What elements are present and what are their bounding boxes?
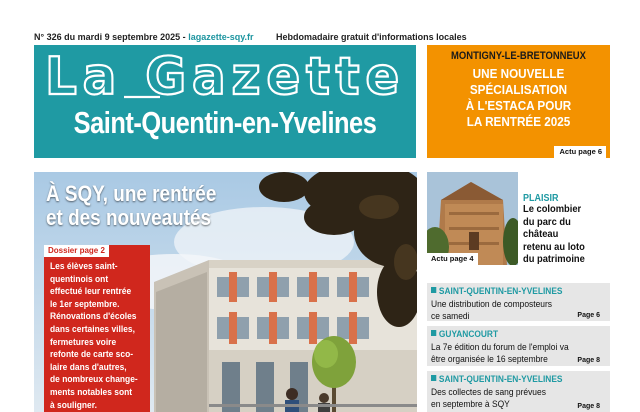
logo-text: La Gazette [45, 47, 405, 105]
dossier-line: laire dans d'autres, [50, 361, 127, 373]
promo-headline-line: LA RENTRÉE 2025 [466, 114, 571, 129]
brief-item[interactable] [427, 283, 610, 321]
brief-headline [431, 341, 584, 364]
brief-page-ref: Page 8 [577, 403, 600, 410]
issue-date: du mardi 9 septembre 2025 - [61, 32, 189, 42]
promo-headline-line: À L'ESTACA POUR [465, 98, 572, 113]
brief-item[interactable] [427, 371, 610, 412]
brief-headline-line: La 7e édition du forum de l'emploi va [431, 341, 569, 352]
brief-headline-line: en septembre à SQY [431, 397, 510, 409]
brief-headline [431, 298, 565, 321]
plaisir-page-ref: Actu page 4 [427, 253, 478, 265]
brief-headline-line: Une distribution de composteurs [431, 298, 553, 309]
brief-headline-line: ce samedi [431, 309, 470, 321]
plaisir-headline-line: du patrimoine [523, 254, 585, 265]
main-story-title [46, 182, 346, 230]
tagline: Hebdomadaire gratuit d'informations locales [276, 32, 467, 42]
dossier-line: Les élèves saint- [50, 261, 118, 272]
plaisir-photo[interactable] [427, 172, 518, 265]
main-title-line: et des nouveautés [46, 205, 212, 230]
promo-box[interactable] [427, 45, 610, 158]
plaisir-story[interactable] [523, 193, 623, 267]
brief-page-ref: Page 8 [577, 357, 600, 364]
dossier-line: quentinois ont [50, 273, 109, 285]
plaisir-headline [523, 204, 623, 267]
brief-place: SAINT-QUENTIN-EN-YVELINES [431, 374, 562, 385]
dossier-line: Rénovations d'écoles [50, 311, 137, 323]
plaisir-kicker: PLAISIR [523, 193, 559, 204]
brief-headline-line: Des collectes de sang prévues [431, 386, 546, 397]
main-story[interactable] [34, 172, 417, 412]
plaisir-headline-line: du parc du [523, 216, 571, 228]
plaisir-headline-line: retenu au loto [523, 241, 585, 253]
plaisir-headline-line: château [523, 229, 559, 240]
promo-kicker: MONTIGNY-LE-BRETONNEUX [451, 50, 586, 62]
dossier-line: fermetures voire [50, 336, 117, 348]
brief-place: GUYANCOURT [431, 329, 498, 340]
issue-number: N° 326 [34, 32, 62, 42]
dossier-line: effectué leur rentrée [50, 286, 132, 298]
dossier-line: refonte de carte sco- [50, 349, 134, 361]
dossier-line: à souligner. [50, 399, 97, 411]
website-link[interactable]: lagazette-sqy.fr [188, 32, 254, 42]
gazette-logo [40, 47, 410, 105]
colombier-photo [427, 172, 518, 265]
promo-headline-line: UNE NOUVELLE [472, 66, 565, 81]
dossier-tag: Dossier page 2 [44, 245, 109, 257]
dossier-line: dans certaines villes, [50, 323, 135, 335]
dossier-body [50, 261, 148, 412]
promo-page-ref: Actu page 6 [554, 146, 606, 158]
dossier-box [44, 245, 150, 412]
promo-headline-line: SPÉCIALISATION [469, 82, 568, 97]
issue-info [34, 32, 254, 42]
brief-item[interactable] [427, 326, 610, 366]
masthead [34, 45, 416, 158]
brief-headline [431, 386, 559, 409]
dossier-line: ments notables sont [50, 386, 133, 398]
dossier-line: de nombreux change- [50, 374, 138, 386]
brief-page-ref: Page 6 [577, 312, 600, 319]
brief-place: SAINT-QUENTIN-EN-YVELINES [431, 286, 562, 297]
dossier-line: le 1er septembre. [50, 298, 120, 310]
brief-headline-line: être organisée le 16 septembre [431, 352, 548, 364]
promo-headline [427, 66, 610, 130]
masthead-city: Saint-Quentin-en-Yvelines [73, 105, 377, 140]
main-title-line: À SQY, une rentrée [46, 181, 217, 206]
plaisir-headline-line: Le colombier [523, 204, 582, 215]
